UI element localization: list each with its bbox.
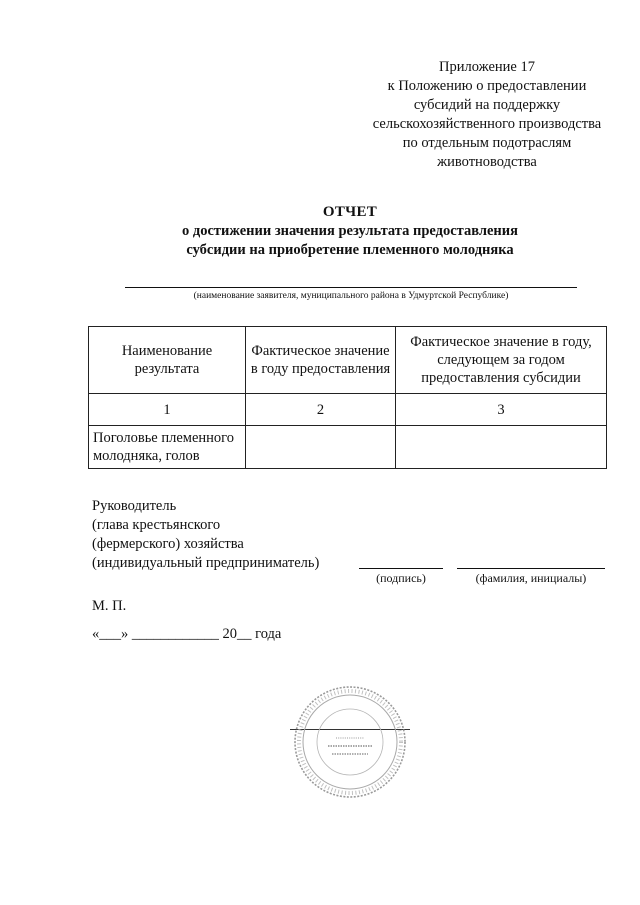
head-line: (индивидуальный предприниматель) [92,555,320,571]
header-result-name: Наименование результата [89,327,246,394]
header-actual-value-next-year: Фактическое значение в году, следующем за годом предоставления субсидии [396,327,607,394]
signature-line[interactable] [359,568,443,569]
name-initials-line[interactable] [457,568,605,569]
title-subtitle-line: о достижении значения результата предоставления [182,223,518,239]
cell-actual-value-next-year[interactable] [396,426,607,469]
head-line: (фермерского) хозяйства [92,536,244,552]
head-line: Руководитель [92,498,177,514]
cell-actual-value-year[interactable] [246,426,396,469]
table-header-row [89,327,607,394]
document-title [60,203,640,260]
appendix-line: субсидий на поддержку [413,97,561,113]
seal-place-label: М. П. [92,598,127,614]
column-number: 1 [89,394,246,426]
appendix-line: животноводства [437,154,537,170]
column-number: 3 [396,394,607,426]
title-subtitle-line: субсидии на приобретение племенного молодняка [186,242,514,258]
appendix-line: по отдельным подотраслям [402,135,572,151]
title-report: ОТЧЕТ [322,204,378,220]
head-line: (глава крестьянского [92,517,221,533]
date-line: «___» ____________ 20__ года [92,626,282,642]
appendix-line: сельскохозяйственного производства [372,116,602,132]
applicant-caption: (наименование заявителя, муниципального района в Удмуртской Республике) [193,291,509,301]
name-initials-caption: (фамилия, инициалы) [475,571,587,585]
table-number-row [89,394,607,426]
report-table [88,326,607,469]
table-row [89,426,607,469]
cell-result-name: Поголовье племенного молодняка, голов [89,426,246,469]
signature-caption: (подпись) [376,571,426,585]
appendix-block [352,58,622,172]
round-seal-stamp [290,682,410,802]
applicant-name-line[interactable] [125,287,577,288]
appendix-line: Приложение 17 [439,59,535,75]
header-actual-value-year: Фактическое значение в году предоставления [246,327,396,394]
head-title-block [92,497,319,573]
column-number: 2 [246,394,396,426]
appendix-line: к Положению о предоставлении [387,78,587,94]
